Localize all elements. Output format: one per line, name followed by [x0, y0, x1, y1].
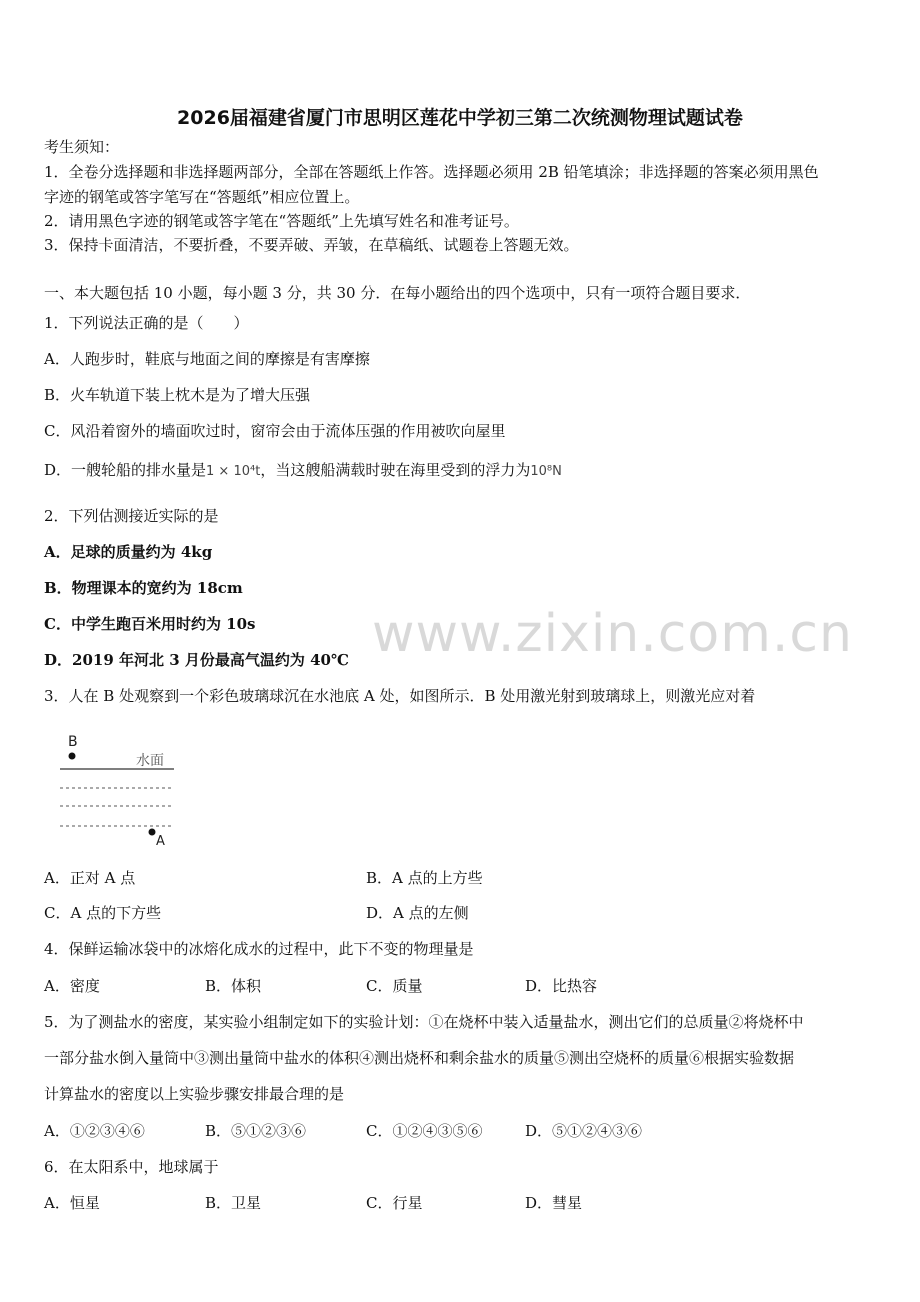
option-d-text-start: D．一艘轮船的排水量是: [44, 461, 207, 479]
water-refraction-figure: [56, 730, 180, 850]
point-a: [149, 829, 156, 836]
question-5-stem: 5．为了测盐水的密度，某实验小组制定如下的实验计划：①在烧杯中装入适量盐水，测出它们的总质量②将烧杯中: [44, 1013, 804, 1031]
notice-item-1-cont: 字迹的钢笔或答字笔写在“答题纸”相应位置上。: [44, 188, 360, 206]
question-3-option-b: B．A 点的上方些: [366, 869, 483, 887]
question-3-option-a: A．正对 A 点: [44, 869, 136, 887]
question-1-option-b: B．火车轨道下装上枕木是为了增大压强: [44, 386, 311, 404]
question-1-option-d: [44, 460, 562, 482]
question-3-option-d: D．A 点的左侧: [366, 904, 469, 922]
formula-displacement: 1 × 10⁴t: [206, 464, 261, 479]
question-2-option-c: C．中学生跑百米用时约为 10s: [44, 615, 256, 633]
section-heading: 一、本大题包括 10 小题，每小题 3 分，共 30 分．在每小题给出的四个选项中，只有一项符合题目要求．: [44, 284, 751, 302]
question-3-stem: 3．人在 B 处观察到一个彩色玻璃球沉在水池底 A 处，如图所示．B 处用激光射到玻璃球上，则激光应对着: [44, 687, 756, 705]
figure-label-a: A: [156, 834, 165, 849]
question-2-option-b: B．物理课本的宽约为 18cm: [44, 579, 243, 597]
notice-item-1: 1．全卷分选择题和非选择题两部分，全部在答题纸上作答。选择题必须用 2B 铅笔填涂；非选择题的答案必须用黑色: [44, 163, 819, 181]
figure-label-b: B: [68, 734, 78, 750]
question-5-option-c: C．①②④③⑤⑥: [366, 1122, 483, 1140]
question-4-option-c: C．质量: [366, 977, 423, 995]
question-5-option-b: B．⑤①②③⑥: [205, 1122, 307, 1140]
point-b: [69, 753, 76, 760]
figure-label-water-surface: 水面: [136, 753, 164, 769]
question-6-option-a: A．恒星: [44, 1194, 100, 1212]
question-5-option-d: D．⑤①②④③⑥: [525, 1122, 643, 1140]
question-2-stem: 2．下列估测接近实际的是: [44, 507, 219, 525]
watermark: www.zixin.com.cn: [372, 604, 853, 664]
question-4-option-d: D．比热容: [525, 977, 598, 995]
question-5-stem-cont: 一部分盐水倒入量筒中③测出量筒中盐水的体积④测出烧杯和剩余盐水的质量⑤测出空烧杯的质量⑥根据实验数据: [44, 1049, 795, 1067]
question-6-option-b: B．卫星: [205, 1194, 262, 1212]
question-3-option-c: C．A 点的下方些: [44, 904, 162, 922]
question-2-option-a: A．足球的质量约为 4kg: [44, 543, 213, 561]
question-4-option-a: A．密度: [44, 977, 100, 995]
question-6-stem: 6．在太阳系中，地球属于: [44, 1158, 219, 1176]
question-4-stem: 4．保鲜运输冰袋中的冰熔化成水的过程中，此下不变的物理量是: [44, 940, 474, 958]
notice-item-2: 2．请用黑色字迹的钢笔或答字笔在“答题纸”上先填写姓名和准考证号。: [44, 212, 519, 230]
question-1-option-c: C．风沿着窗外的墙面吹过时，窗帘会由于流体压强的作用被吹向屋里: [44, 422, 506, 440]
notice-heading: 考生须知：: [44, 138, 120, 156]
question-1-stem: 1．下列说法正确的是（ ）: [44, 314, 249, 332]
question-1-option-a: A．人跑步时，鞋底与地面之间的摩擦是有害摩擦: [44, 350, 370, 368]
question-5-stem-end: 计算盐水的密度以上实验步骤安排最合理的是: [44, 1085, 345, 1103]
page-title: 2026届福建省厦门市思明区莲花中学初三第二次统测物理试题试卷: [177, 107, 743, 129]
question-2-option-d: D．2019 年河北 3 月份最高气温约为 40℃: [44, 651, 349, 669]
formula-buoyancy: 10⁸N: [530, 464, 562, 479]
option-d-text-middle: ，当这艘船满载时驶在海里受到的浮力为: [260, 461, 531, 479]
question-5-option-a: A．①②③④⑥: [44, 1122, 145, 1140]
notice-item-3: 3．保持卡面清洁，不要折叠，不要弄破、弄皱，在草稿纸、试题卷上答题无效。: [44, 236, 579, 254]
question-6-option-c: C．行星: [366, 1194, 423, 1212]
question-6-option-d: D．彗星: [525, 1194, 583, 1212]
question-4-option-b: B．体积: [205, 977, 262, 995]
